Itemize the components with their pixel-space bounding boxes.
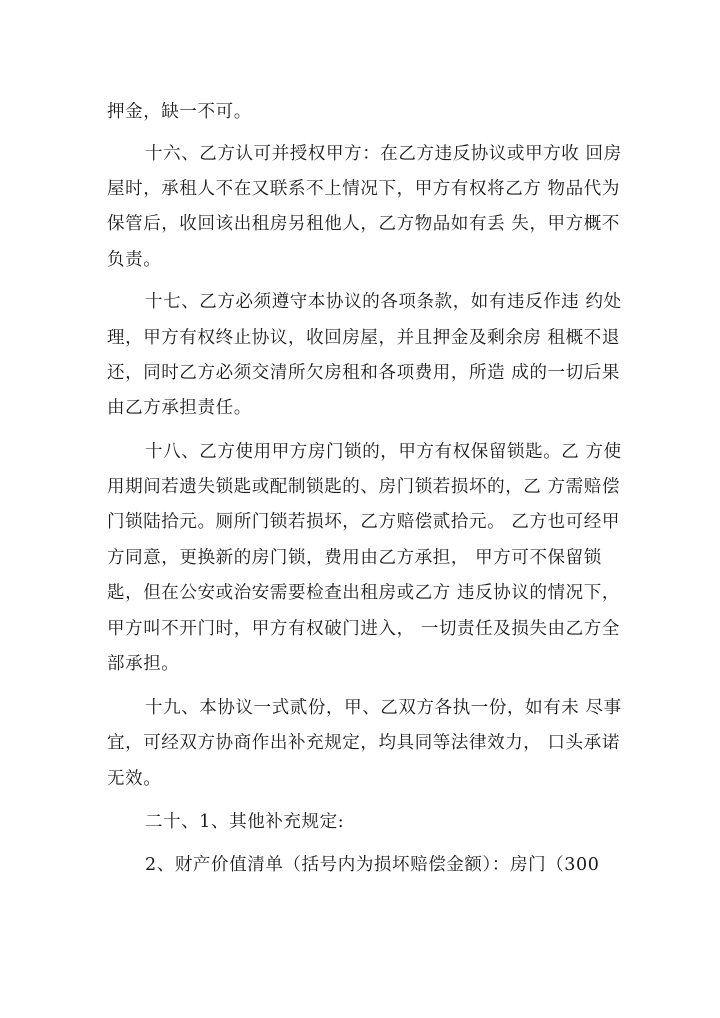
property-list-line: 2、财产价值清单（括号内为损坏赔偿金额）：房门（300	[145, 855, 600, 875]
paragraph-18-line-1: 十八、乙方使用甲方房门锁的，甲方有权保留锁匙。乙 方使	[145, 442, 622, 462]
text-line: 方同意，更换新的房门锁，费用由乙方承担， 甲方可不保留锁	[107, 548, 602, 568]
text-line: 宜，可经双方协商作出补充规定，均具同等法律效力， 口头承诺	[107, 733, 620, 753]
text-line: 用期间若遗失锁匙或配制锁匙的、房门锁若损坏的，乙 方需赔偿	[107, 477, 620, 497]
text-line: 还，同时乙方必须交清所欠房租和各项费用，所造 成的一切后果	[107, 363, 620, 383]
text-line: 匙，但在公安或治安需要检查出租房或乙方 违反协议的情况下，	[107, 583, 620, 603]
text-line: 押金，缺一不可。	[107, 102, 252, 122]
text-line: 屋时，承租人不在又联系不上情况下，甲方有权将乙方 物品代为	[107, 179, 620, 199]
text-line: 负责。	[107, 250, 162, 270]
paragraph-19-line-1: 十九、本协议一式贰份，甲、乙双方各执一份，如有未 尽事	[145, 698, 622, 718]
text-line: 无效。	[107, 769, 162, 789]
text-line: 甲方叫不开门时，甲方有权破门进入， 一切责任及损失由乙方全	[107, 619, 620, 639]
paragraph-20-line-1: 二十、1、其他补充规定:	[145, 812, 345, 832]
paragraph-16-line-1: 十六、乙方认可并授权甲方：在乙方违反协议或甲方收 回房	[145, 144, 622, 164]
paragraph-17-line-1: 十七、乙方必须遵守本协议的各项条款，如有违反作违 约处	[145, 292, 622, 312]
text-line: 门锁陆拾元。厕所门锁若损坏，乙方赔偿贰拾元。 乙方也可经甲	[107, 512, 620, 532]
text-line: 保管后，收回该出租房另租他人，乙方物品如有丢 失，甲方概不	[107, 214, 620, 234]
text-line: 部承担。	[107, 654, 180, 674]
text-line: 理，甲方有权终止协议，收回房屋，并且押金及剩余房 租概不退	[107, 328, 620, 348]
text-line: 由乙方承担责任。	[107, 398, 252, 418]
